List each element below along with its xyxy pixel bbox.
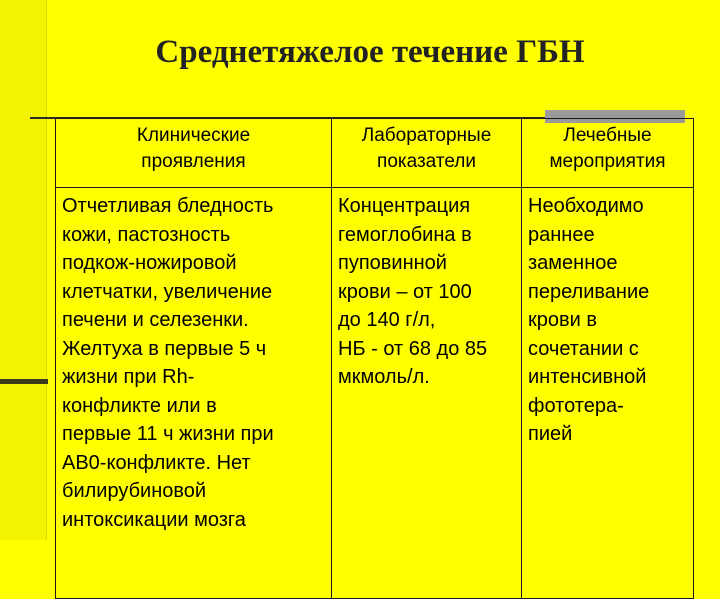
cell-treatment-text: Необходимо раннее заменное переливание крови в сочетании с интенсивной фототера- пией <box>528 195 650 445</box>
table-row <box>56 188 694 599</box>
info-table <box>55 118 694 599</box>
cell-lab-text: Концентрация гемоглобина в пуповинной крови – от 100 до 140 г/л, НБ - от 68 до 85 мкмоль/л. <box>338 195 488 388</box>
table-header-row <box>56 119 694 188</box>
cell-lab <box>332 188 522 599</box>
cell-clinical-text: Отчетливая бледность кожи, пастозность подкож-ножировой клетчатки, увеличение печени и селезенки. Желтуха в первые 5 ч жизни при Rh- конфликте или в первые 11 ч жизни при АВ0-конфликте. Нет билирубиновой интоксикации мозга <box>62 195 274 531</box>
header-clinical <box>56 119 332 188</box>
cell-clinical <box>56 188 332 599</box>
slide-title: Среднетяжелое течение ГБН <box>155 34 585 70</box>
cell-treatment <box>522 188 694 599</box>
left-accent-line <box>0 379 48 384</box>
header-lab-label: Лабораторные показатели <box>361 125 492 172</box>
header-treatment-label: Лечебные мероприятия <box>549 125 666 172</box>
header-lab <box>332 119 522 188</box>
header-treatment <box>522 119 694 188</box>
left-decor-strip <box>0 0 47 540</box>
header-clinical-label: Клинические проявления <box>136 125 251 172</box>
